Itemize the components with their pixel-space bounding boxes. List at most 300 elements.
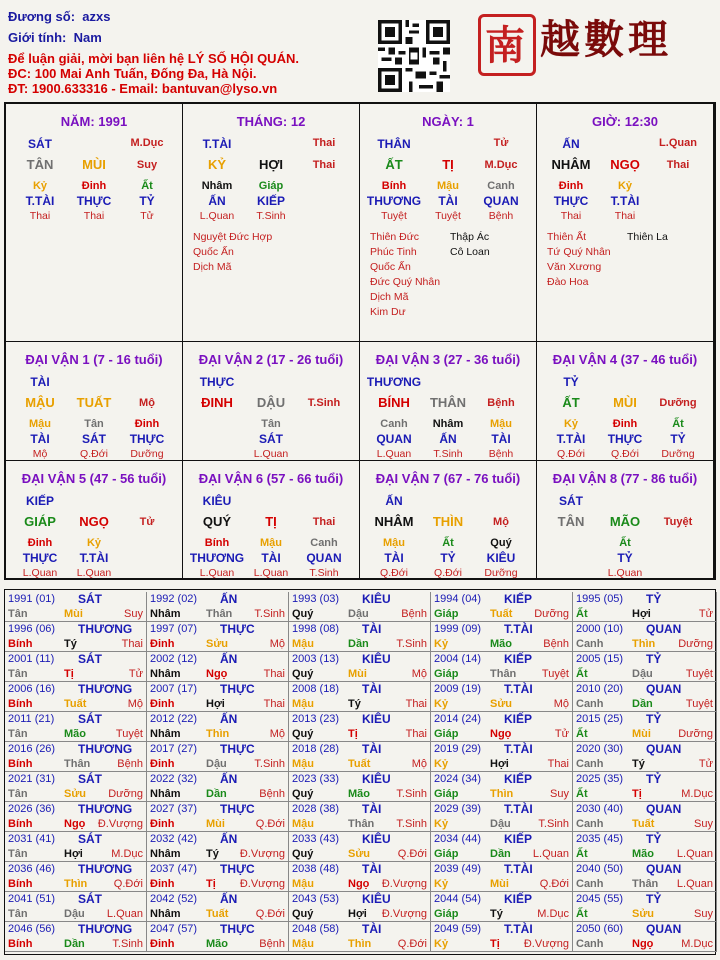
hidden-stem: Ất bbox=[442, 537, 454, 549]
year-branch: Mão bbox=[64, 728, 86, 740]
pillar-life-stage: Thai bbox=[666, 159, 690, 171]
hidden-life-stage: Dưỡng bbox=[130, 448, 164, 460]
year-stem: Đinh bbox=[150, 818, 175, 830]
year-ten-god: TỶ bbox=[646, 592, 662, 606]
owner-name: azxs bbox=[82, 9, 111, 24]
year-branch: Tý bbox=[206, 848, 219, 860]
hidden-stem: Tân bbox=[261, 418, 281, 430]
year-branch: Sửu bbox=[490, 698, 513, 710]
year-branch: Mão bbox=[348, 788, 370, 800]
hidden-life-stage: Bệnh bbox=[488, 448, 514, 460]
year-life-stage: Thai bbox=[405, 698, 427, 710]
year-stem: Giáp bbox=[434, 668, 459, 680]
year-life-stage: Dưỡng bbox=[108, 788, 143, 800]
year-life-stage: L.Quan bbox=[676, 878, 713, 890]
year-label: 2029 (39) bbox=[434, 803, 482, 815]
year-stem: Quý bbox=[292, 728, 314, 740]
year-branch: Dần bbox=[348, 638, 369, 650]
year-label: 1999 (09) bbox=[434, 623, 482, 635]
dai-van-cell bbox=[360, 461, 537, 580]
year-cell bbox=[431, 862, 573, 892]
hidden-ten-god: TỶ bbox=[139, 194, 155, 208]
year-branch: Thân bbox=[64, 758, 91, 770]
hidden-life-stage: Thai bbox=[614, 210, 636, 222]
year-ten-god: TÀI bbox=[362, 862, 382, 876]
year-stem: Ất bbox=[576, 788, 588, 800]
dai-van-cell bbox=[360, 342, 537, 461]
hidden-ten-god: KIẾP bbox=[256, 194, 286, 208]
hidden-stem: Đinh bbox=[558, 180, 584, 192]
hidden-stem: Đinh bbox=[27, 537, 53, 549]
year-label: 2025 (35) bbox=[576, 773, 624, 785]
year-life-stage: Bệnh bbox=[117, 758, 143, 770]
year-life-stage: Thai bbox=[263, 698, 285, 710]
year-cell bbox=[147, 892, 289, 922]
year-stem: Ất bbox=[576, 608, 588, 620]
hidden-stem: Ất bbox=[619, 537, 631, 549]
year-cell bbox=[147, 742, 289, 772]
year-cell bbox=[573, 802, 717, 832]
year-cell bbox=[431, 802, 573, 832]
year-life-stage: T.Sinh bbox=[396, 638, 427, 650]
annual-luck-table bbox=[4, 589, 716, 955]
hidden-life-stage: Dưỡng bbox=[661, 448, 695, 460]
dai-van-stem: TÂN bbox=[557, 514, 585, 529]
dai-van-cell bbox=[537, 342, 714, 461]
year-branch: Dậu bbox=[348, 608, 369, 620]
year-branch: Thìn bbox=[64, 878, 88, 890]
year-cell bbox=[5, 802, 147, 832]
hidden-ten-god: KIÊU bbox=[486, 551, 516, 565]
year-label: 2022 (32) bbox=[150, 773, 198, 785]
year-branch: Hợi bbox=[490, 758, 509, 770]
year-stem: Bính bbox=[8, 938, 33, 950]
year-ten-god: T.TÀI bbox=[504, 862, 533, 876]
hidden-ten-god: T.TÀI bbox=[79, 551, 109, 565]
year-cell bbox=[573, 862, 717, 892]
year-cell bbox=[573, 652, 717, 682]
year-ten-god: QUAN bbox=[646, 742, 682, 756]
than-sat-item: Thiên Đức bbox=[370, 231, 420, 243]
dai-van-stem: ẤT bbox=[562, 395, 580, 410]
year-ten-god: ẤN bbox=[220, 832, 238, 846]
year-ten-god: TỶ bbox=[646, 712, 662, 726]
year-stem: Bính bbox=[8, 698, 33, 710]
hidden-stem: Kỷ bbox=[32, 180, 48, 192]
year-ten-god: THƯƠNG bbox=[78, 682, 133, 696]
hidden-ten-god: THỰC bbox=[553, 194, 589, 208]
year-branch: Thìn bbox=[490, 788, 514, 800]
hidden-stem: Đinh bbox=[81, 180, 107, 192]
year-label: 2021 (31) bbox=[8, 773, 56, 785]
year-stem: Tân bbox=[8, 848, 28, 860]
hidden-life-stage: L.Quan bbox=[76, 567, 112, 579]
hidden-stem: Canh bbox=[487, 180, 515, 192]
year-branch: Ngọ bbox=[348, 878, 370, 890]
hidden-stem: Canh bbox=[310, 537, 338, 549]
year-ten-god: KIÊU bbox=[362, 652, 391, 666]
year-life-stage: Bệnh bbox=[259, 938, 285, 950]
year-life-stage: Tử bbox=[554, 728, 569, 740]
pillar-branch: TỊ bbox=[442, 157, 454, 172]
year-label: 2044 (54) bbox=[434, 893, 482, 905]
pillar-star: ẤN bbox=[562, 137, 580, 151]
year-branch: Hợi bbox=[206, 698, 225, 710]
year-life-stage: T.Sinh bbox=[112, 938, 143, 950]
year-label: 2048 (58) bbox=[292, 923, 340, 935]
pillar-star: SÁT bbox=[28, 137, 52, 151]
year-branch: Mùi bbox=[64, 608, 83, 620]
year-ten-god: KIẾP bbox=[504, 892, 533, 906]
year-stem: Đinh bbox=[150, 878, 175, 890]
year-cell bbox=[147, 862, 289, 892]
year-cell bbox=[573, 712, 717, 742]
year-ten-god: THƯƠNG bbox=[78, 922, 133, 936]
year-stem: Bính bbox=[8, 818, 33, 830]
year-label: 2005 (15) bbox=[576, 653, 624, 665]
year-life-stage: Mộ bbox=[269, 728, 285, 740]
year-stem: Kỷ bbox=[434, 758, 449, 770]
year-ten-god: THỰC bbox=[220, 682, 255, 696]
year-ten-god: ẤN bbox=[220, 652, 238, 666]
year-ten-god: TÀI bbox=[362, 742, 382, 756]
year-stem: Tân bbox=[8, 908, 28, 920]
year-cell bbox=[5, 862, 147, 892]
year-stem: Giáp bbox=[434, 788, 459, 800]
year-cell bbox=[5, 892, 147, 922]
year-branch: Tý bbox=[64, 638, 77, 650]
pillar-thai: M.Dục bbox=[130, 137, 164, 149]
address-text: ĐC: 100 Mai Anh Tuấn, Đống Đa, Hà Nội. bbox=[8, 66, 257, 81]
year-stem: Quý bbox=[292, 908, 314, 920]
hidden-life-stage: Mộ bbox=[32, 448, 48, 460]
year-label: 2043 (53) bbox=[292, 893, 340, 905]
hidden-life-stage: Bệnh bbox=[488, 210, 514, 222]
year-life-stage: Mộ bbox=[269, 638, 285, 650]
year-ten-god: QUAN bbox=[646, 622, 682, 636]
dai-van-title: ĐẠI VẬN 5 (47 - 56 tuổi) bbox=[21, 471, 167, 486]
year-stem: Nhâm bbox=[150, 668, 181, 680]
year-life-stage: Q.Đới bbox=[397, 848, 427, 860]
pillar-stem: KỶ bbox=[207, 157, 227, 172]
year-ten-god: KIẾP bbox=[504, 772, 533, 786]
hidden-ten-god: THƯƠNG bbox=[189, 551, 245, 565]
year-branch: Tý bbox=[490, 908, 503, 920]
year-life-stage: Mộ bbox=[411, 668, 427, 680]
year-stem: Canh bbox=[576, 938, 604, 950]
year-ten-god: THƯƠNG bbox=[78, 802, 133, 816]
dai-van-branch: MÃO bbox=[609, 514, 641, 529]
year-life-stage: Suy bbox=[124, 608, 143, 620]
than-sat-item: Cô Loan bbox=[450, 246, 490, 258]
year-stem: Nhâm bbox=[150, 728, 181, 740]
year-cell bbox=[289, 682, 431, 712]
hidden-stem: Đinh bbox=[134, 418, 160, 430]
hidden-ten-god: TÀI bbox=[261, 551, 281, 565]
year-stem: Tân bbox=[8, 728, 28, 740]
year-branch: Sửu bbox=[64, 788, 87, 800]
year-branch: Sửu bbox=[206, 638, 229, 650]
year-branch: Hợi bbox=[632, 608, 651, 620]
year-cell bbox=[431, 742, 573, 772]
year-ten-god: KIẾP bbox=[504, 652, 533, 666]
year-label: 2010 (20) bbox=[576, 683, 624, 695]
year-stem: Mậu bbox=[292, 758, 314, 770]
year-cell bbox=[147, 682, 289, 712]
year-cell bbox=[573, 772, 717, 802]
year-cell bbox=[147, 832, 289, 862]
hidden-ten-god: THƯƠNG bbox=[366, 194, 422, 208]
year-life-stage: Thai bbox=[405, 728, 427, 740]
year-label: 2004 (14) bbox=[434, 653, 482, 665]
year-cell bbox=[5, 682, 147, 712]
dai-van-star: THỰC bbox=[199, 375, 235, 389]
year-life-stage: Dưỡng bbox=[678, 638, 713, 650]
year-life-stage: Đ.Vượng bbox=[97, 818, 143, 830]
year-branch: Thân bbox=[206, 608, 233, 620]
dai-van-star: KIÊU bbox=[202, 494, 232, 508]
year-cell bbox=[147, 592, 289, 622]
hidden-ten-god: T.TÀI bbox=[25, 194, 55, 208]
year-life-stage: Q.Đới bbox=[255, 908, 285, 920]
than-sat-item: Thiên Ất bbox=[547, 231, 587, 243]
year-branch: Dần bbox=[206, 788, 227, 800]
hidden-life-stage: Q.Đới bbox=[434, 567, 462, 579]
year-ten-god: T.TÀI bbox=[504, 682, 533, 696]
year-ten-god: KIẾP bbox=[504, 832, 533, 846]
year-label: 1993 (03) bbox=[292, 593, 340, 605]
dai-van-stem: BÍNH bbox=[378, 395, 410, 410]
year-stem: Quý bbox=[292, 788, 314, 800]
year-branch: Ngọ bbox=[64, 818, 86, 830]
dai-van-star: ẤN bbox=[385, 494, 403, 508]
dai-van-star: TỶ bbox=[563, 375, 579, 389]
year-stem: Giáp bbox=[434, 728, 459, 740]
year-stem: Giáp bbox=[434, 908, 459, 920]
dai-van-cell bbox=[6, 461, 183, 580]
year-life-stage: Tử bbox=[698, 758, 713, 770]
dai-van-title: ĐẠI VẬN 2 (17 - 26 tuổi) bbox=[198, 352, 344, 367]
year-branch: Tị bbox=[64, 668, 74, 680]
pillar-star: THÂN bbox=[377, 137, 411, 151]
hidden-stem: Ất bbox=[672, 418, 684, 430]
hidden-ten-god: THỰC bbox=[607, 432, 643, 446]
pillar-title: NĂM: 1991 bbox=[60, 114, 128, 129]
year-label: 2037 (47) bbox=[150, 863, 198, 875]
year-ten-god: ẤN bbox=[220, 712, 238, 726]
hidden-life-stage: Q.Đới bbox=[80, 448, 108, 460]
year-stem: Mậu bbox=[292, 878, 314, 890]
hidden-stem: Giáp bbox=[258, 180, 284, 192]
pillar-thai: Thai bbox=[312, 137, 336, 149]
year-stem: Bính bbox=[8, 878, 33, 890]
year-ten-god: THỰC bbox=[220, 802, 255, 816]
hidden-ten-god: ẤN bbox=[439, 432, 457, 446]
year-ten-god: THỰC bbox=[220, 922, 255, 936]
year-cell bbox=[431, 592, 573, 622]
year-branch: Tý bbox=[348, 698, 361, 710]
year-label: 2011 (21) bbox=[8, 713, 55, 725]
year-ten-god: SÁT bbox=[78, 652, 102, 666]
year-branch: Thìn bbox=[206, 728, 230, 740]
year-stem: Canh bbox=[576, 698, 604, 710]
year-label: 2045 (55) bbox=[576, 893, 624, 905]
year-cell bbox=[289, 592, 431, 622]
year-stem: Tân bbox=[8, 668, 28, 680]
year-ten-god: KIÊU bbox=[362, 832, 391, 846]
year-life-stage: Q.Đới bbox=[539, 878, 569, 890]
year-ten-god: THƯƠNG bbox=[78, 862, 133, 876]
year-cell bbox=[5, 592, 147, 622]
hidden-stem: Nhâm bbox=[432, 418, 464, 430]
year-ten-god: TÀI bbox=[362, 802, 382, 816]
year-ten-god: QUAN bbox=[646, 862, 682, 876]
dai-van-cell bbox=[6, 342, 183, 461]
gender-line: Giới tính: Nam bbox=[8, 30, 102, 45]
hidden-ten-god: THỰC bbox=[129, 432, 165, 446]
year-ten-god: KIẾP bbox=[504, 592, 533, 606]
year-ten-god: T.TÀI bbox=[504, 922, 533, 936]
year-cell bbox=[5, 742, 147, 772]
dai-van-stem: GIÁP bbox=[24, 514, 56, 529]
pillar-branch: NGỌ bbox=[610, 157, 640, 172]
hidden-life-stage: L.Quan bbox=[376, 448, 412, 460]
year-cell bbox=[147, 922, 289, 952]
year-life-stage: Bệnh bbox=[401, 608, 427, 620]
year-label: 2007 (17) bbox=[150, 683, 198, 695]
brand-title: 越數理 bbox=[540, 16, 672, 63]
year-cell bbox=[5, 832, 147, 862]
year-stem: Quý bbox=[292, 608, 314, 620]
year-label: 2041 (51) bbox=[8, 893, 56, 905]
year-ten-god: THỰC bbox=[220, 862, 255, 876]
year-branch: Tuất bbox=[490, 608, 513, 620]
year-label: 2023 (33) bbox=[292, 773, 340, 785]
year-ten-god: T.TÀI bbox=[504, 622, 533, 636]
hidden-life-stage: L.Quan bbox=[199, 567, 235, 579]
year-life-stage: L.Quan bbox=[532, 848, 569, 860]
than-sat-item: Dịch Mã bbox=[193, 261, 232, 273]
hidden-ten-god: TÀI bbox=[491, 432, 511, 446]
year-cell bbox=[573, 892, 717, 922]
pillar-cell bbox=[360, 104, 537, 342]
year-stem: Bính bbox=[8, 758, 33, 770]
year-ten-god: T.TÀI bbox=[504, 742, 533, 756]
year-branch: Tý bbox=[632, 758, 645, 770]
year-ten-god: SÁT bbox=[78, 712, 102, 726]
than-sat-item: Văn Xương bbox=[547, 261, 602, 273]
year-cell bbox=[289, 922, 431, 952]
year-life-stage: Tử bbox=[698, 608, 713, 620]
year-cell bbox=[5, 652, 147, 682]
dai-van-branch: MÙI bbox=[613, 395, 637, 410]
hidden-life-stage: Thai bbox=[29, 210, 51, 222]
year-branch: Mùi bbox=[348, 668, 367, 680]
year-branch: Thìn bbox=[632, 638, 656, 650]
owner-line: Đương số: azxs bbox=[8, 9, 111, 24]
year-label: 1994 (04) bbox=[434, 593, 482, 605]
year-stem: Canh bbox=[576, 638, 604, 650]
year-ten-god: TỶ bbox=[646, 652, 662, 666]
hidden-ten-god: TÀI bbox=[384, 551, 404, 565]
year-branch: Sửu bbox=[632, 908, 655, 920]
year-label: 2013 (23) bbox=[292, 713, 340, 725]
dai-van-cell bbox=[537, 461, 714, 580]
dai-van-branch: THÌN bbox=[432, 514, 464, 529]
year-label: 2000 (10) bbox=[576, 623, 624, 635]
year-label: 2009 (19) bbox=[434, 683, 482, 695]
year-cell bbox=[147, 652, 289, 682]
year-label: 1997 (07) bbox=[150, 623, 198, 635]
dai-van-star: SÁT bbox=[559, 494, 583, 508]
year-ten-god: KIÊU bbox=[362, 892, 391, 906]
year-branch: Dậu bbox=[64, 908, 85, 920]
year-branch: Sửu bbox=[348, 848, 371, 860]
year-life-stage: Đ.Vượng bbox=[381, 878, 427, 890]
year-life-stage: Thai bbox=[263, 668, 285, 680]
year-cell bbox=[431, 922, 573, 952]
year-ten-god: THƯƠNG bbox=[78, 622, 133, 636]
qr-code-icon[interactable] bbox=[378, 20, 450, 92]
year-cell bbox=[431, 772, 573, 802]
dai-van-stem: MẬU bbox=[25, 395, 55, 410]
hidden-ten-god: T.TÀI bbox=[610, 194, 640, 208]
hidden-stem: Ất bbox=[141, 180, 153, 192]
year-label: 2017 (27) bbox=[150, 743, 198, 755]
hidden-ten-god: SÁT bbox=[82, 432, 106, 446]
pillar-cell bbox=[6, 104, 183, 342]
hidden-life-stage: L.Quan bbox=[607, 567, 643, 579]
pillar-stem: TÂN bbox=[26, 157, 54, 172]
dai-van-life-stage: Mộ bbox=[139, 397, 155, 409]
dai-van-title: ĐẠI VẬN 4 (37 - 46 tuổi) bbox=[552, 352, 698, 367]
year-ten-god: T.TÀI bbox=[504, 802, 533, 816]
year-label: 2006 (16) bbox=[8, 683, 56, 695]
year-ten-god: TỶ bbox=[646, 772, 662, 786]
year-label: 2019 (29) bbox=[434, 743, 482, 755]
year-life-stage: T.Sinh bbox=[396, 788, 427, 800]
year-label: 2040 (50) bbox=[576, 863, 624, 875]
year-stem: Kỷ bbox=[434, 638, 449, 650]
year-branch: Mão bbox=[206, 938, 228, 950]
phone-email-text: ĐT: 1900.633316 - Email: bantuvan@lyso.vn bbox=[8, 81, 278, 96]
hidden-life-stage: L.Quan bbox=[22, 567, 58, 579]
year-life-stage: Dưỡng bbox=[534, 608, 569, 620]
pillar-stem: NHÂM bbox=[551, 157, 591, 172]
year-label: 2027 (37) bbox=[150, 803, 198, 815]
year-ten-god: THỰC bbox=[220, 622, 255, 636]
hidden-life-stage: L.Quan bbox=[253, 448, 289, 460]
year-branch: Thân bbox=[348, 818, 375, 830]
year-branch: Mão bbox=[632, 848, 654, 860]
hidden-stem: Kỷ bbox=[617, 180, 633, 192]
year-life-stage: Thai bbox=[121, 638, 143, 650]
year-cell bbox=[431, 832, 573, 862]
year-ten-god: QUAN bbox=[646, 802, 682, 816]
year-ten-god: SÁT bbox=[78, 592, 102, 606]
year-ten-god: SÁT bbox=[78, 772, 102, 786]
year-cell bbox=[5, 922, 147, 952]
year-branch: Mão bbox=[490, 638, 512, 650]
year-life-stage: Mộ bbox=[553, 698, 569, 710]
hidden-ten-god: ẤN bbox=[208, 194, 226, 208]
year-cell bbox=[431, 622, 573, 652]
header-info bbox=[8, 6, 368, 99]
year-life-stage: Đ.Vượng bbox=[381, 908, 427, 920]
year-label: 2015 (25) bbox=[576, 713, 624, 725]
dai-van-life-stage: Tuyệt bbox=[663, 516, 693, 528]
year-branch: Hợi bbox=[64, 848, 83, 860]
